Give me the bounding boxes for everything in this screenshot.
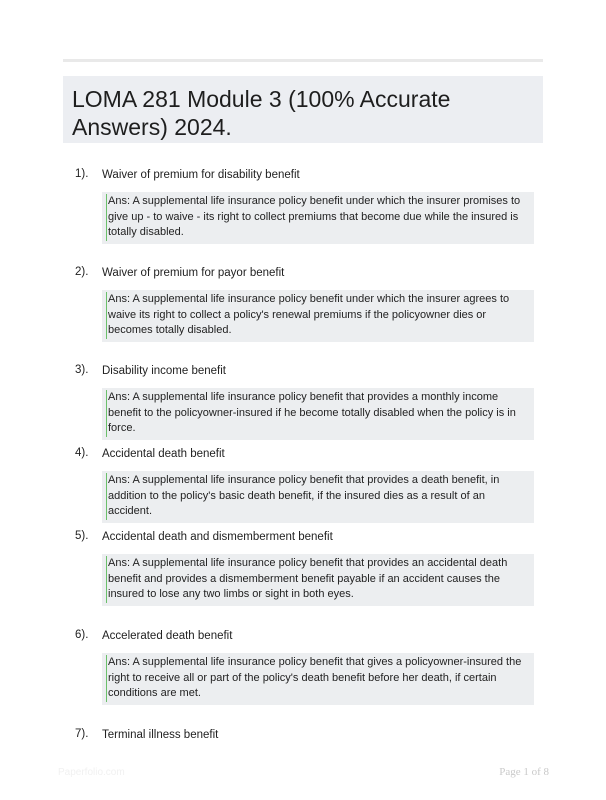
answer-text: Ans: A supplemental life insurance policy benefit that gives a policyowner-insured the right to receive all or part of the policy's death benefit before her death, if certain conditions are met. — [106, 655, 530, 702]
page-number: Page 1 of 8 — [499, 766, 549, 778]
question-text: Accidental death and dismemberment benefit — [102, 531, 333, 543]
question-text: Waiver of premium for disability benefit — [102, 169, 300, 181]
answer-box — [102, 388, 534, 440]
question-text: Accelerated death benefit — [102, 630, 233, 642]
answer-box — [102, 554, 534, 606]
answer-text: Ans: A supplemental life insurance policy benefit under which the insurer agrees to waive its right to collect a policy's renewal premiums if the policyowner dies or becomes totally disabled. — [106, 292, 530, 339]
top-divider — [63, 59, 543, 62]
question-text: Terminal illness benefit — [102, 729, 219, 741]
question-number: 5). — [75, 530, 89, 542]
answer-box — [102, 290, 534, 342]
question-number: 1). — [75, 168, 89, 180]
answer-text: Ans: A supplemental life insurance policy benefit that provides a monthly income benefit to the policyowner-insured if he become totally disabled when the policy is in force. — [106, 390, 530, 437]
answer-box — [102, 471, 534, 523]
answer-text: Ans: A supplemental life insurance policy benefit that provides a death benefit, in addition to the policy's basic death benefit, if the insured dies as a result of an accident. — [106, 473, 530, 520]
answer-box — [102, 192, 534, 244]
footer-watermark: Paperfolio.com — [58, 767, 125, 778]
title-banner — [63, 76, 543, 143]
question-number: 7). — [75, 728, 89, 740]
question-text: Accidental death benefit — [102, 448, 225, 460]
answer-text: Ans: A supplemental life insurance policy benefit that provides an accidental death benefit and provides a dismemberment benefit payable if an accident causes the insured to lose any two limbs or sight in both eyes. — [106, 556, 530, 603]
question-text: Disability income benefit — [102, 365, 227, 377]
answer-text: Ans: A supplemental life insurance policy benefit under which the insurer promises to give up - to waive - its right to collect premiums that become due while the insured is totally disabled. — [106, 194, 530, 241]
question-number: 2). — [75, 266, 89, 278]
question-number: 4). — [75, 447, 89, 459]
question-text: Waiver of premium for payor benefit — [102, 267, 285, 279]
question-number: 3). — [75, 364, 89, 376]
document-title: LOMA 281 Module 3 (100% Accurate Answers) 2024. — [72, 86, 451, 140]
question-number: 6). — [75, 629, 89, 641]
answer-box — [102, 653, 534, 705]
